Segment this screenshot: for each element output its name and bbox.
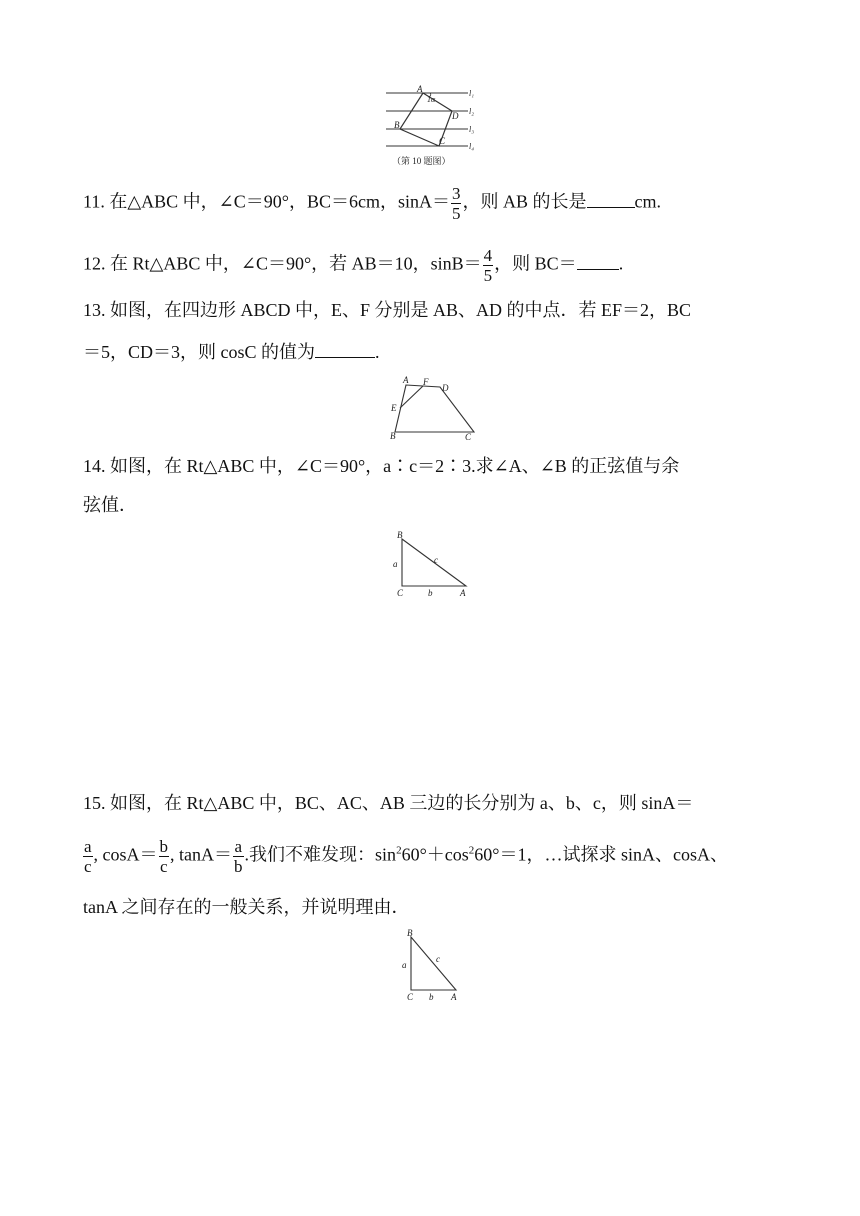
q11-num: 3 [451, 184, 461, 203]
question-12 [83, 246, 820, 285]
fig10-label-l1: l₁ [469, 89, 475, 98]
q15-cos-num: b [159, 837, 169, 856]
fig10-label-B: B [394, 120, 400, 130]
q15-mid: .我们不难发现：sin [244, 844, 397, 865]
question-15-line-3: tanA 之间存在的一般关系，并说明理由． [83, 897, 410, 917]
fig13-label-A: A [403, 375, 409, 385]
q11-unit: cm. [634, 191, 661, 212]
fig15-label-C: C [407, 992, 414, 1002]
fig10-label-l3: l₃ [469, 125, 475, 134]
fig10-label-alpha: 1α [427, 95, 436, 104]
fig14-label-a: a [393, 559, 398, 569]
q12-den: 5 [483, 266, 493, 285]
question-14-line-2: 弦值． [83, 495, 137, 515]
q12-answer-blank[interactable] [577, 251, 619, 270]
q15-tan-num: a [234, 837, 243, 856]
q15-mid-3: 60°＝1，…试探求 sinA、cosA、 [474, 844, 728, 865]
q11-text-post: ，则 AB 的长是 [462, 191, 587, 212]
figure-q14 [392, 530, 478, 600]
question-15-line-2 [83, 837, 820, 876]
fig10-label-C: C [439, 136, 446, 146]
figure-q15 [398, 928, 468, 1006]
question-14-line-1: 14. 如图，在 Rt△ABC 中，∠C＝90°，a∶c＝2∶3.求∠A、∠B 的正弦值与余 [83, 456, 680, 476]
q13-text: ＝5，CD＝3，则 cosC 的值为 [83, 342, 316, 362]
q12-num: 4 [483, 246, 493, 265]
q13-end: . [375, 342, 380, 362]
q12-fraction [483, 246, 494, 285]
q15-sin-fraction [83, 837, 93, 876]
q15-sin-num: a [84, 837, 92, 856]
q11-fraction [451, 184, 462, 223]
q15-tan-label: , tanA＝ [170, 844, 233, 865]
question-13-line-2 [83, 339, 820, 364]
question-11 [83, 184, 820, 223]
fig13-label-C: C [465, 432, 472, 442]
fig14-label-c: c [434, 555, 438, 565]
fig14-label-B: B [397, 530, 403, 540]
fig13-label-D: D [442, 383, 449, 393]
q13-answer-blank[interactable] [315, 339, 375, 358]
q11-answer-blank[interactable] [587, 189, 635, 208]
question-15-line-1: 15. 如图，在 Rt△ABC 中，BC、AC、AB 三边的长分别为 a、b、c，则 sinA＝ [83, 793, 694, 813]
q15-sin-den: c [84, 857, 92, 876]
fig14-label-C: C [397, 588, 404, 598]
q15-sup-2: 2 [468, 844, 475, 857]
q15-mid-2: 60°＋cos [401, 844, 469, 865]
fig10-caption: （第 10 题图） [392, 156, 451, 166]
fig13-label-E: E [391, 403, 397, 413]
q15-cos-fraction [159, 837, 170, 876]
q15-tan-den: b [234, 857, 243, 876]
q12-end: . [618, 253, 624, 274]
fig10-label-l4: l₄ [469, 142, 475, 151]
fig10-label-D: D [452, 111, 459, 121]
figure-q10 [380, 82, 490, 172]
fig14-label-A: A [460, 588, 466, 598]
fig15-label-B: B [407, 928, 413, 938]
fig15-label-A: A [451, 992, 457, 1002]
figure-q13 [386, 376, 486, 444]
q15-tan-fraction [233, 837, 244, 876]
fig13-label-B: B [390, 431, 396, 441]
q15-cos-den: c [160, 857, 168, 876]
fig15-label-a: a [402, 960, 407, 970]
q11-den: 5 [451, 204, 461, 223]
question-13-line-1: 13. 如图，在四边形 ABCD 中，E、F 分别是 AB、AD 的中点．若 EF＝2，BC [83, 300, 692, 320]
q12-text: 12. 在 Rt△ABC 中，∠C＝90°，若 AB＝10，sinB＝ [83, 253, 482, 274]
fig10-label-A: A [417, 84, 423, 94]
q15-cos-label: , cosA＝ [93, 844, 158, 865]
q12-text-post: ，则 BC＝ [494, 253, 577, 274]
fig13-label-F: F [423, 377, 429, 387]
q11-text: 11. 在△ABC 中，∠C＝90°，BC＝6cm，sinA＝ [83, 191, 450, 212]
fig10-label-l2: l₂ [469, 107, 475, 116]
fig14-label-b: b [428, 588, 433, 598]
q15-sup-1: 2 [396, 844, 402, 857]
fig15-label-c: c [436, 954, 440, 964]
fig15-label-b: b [429, 992, 434, 1002]
